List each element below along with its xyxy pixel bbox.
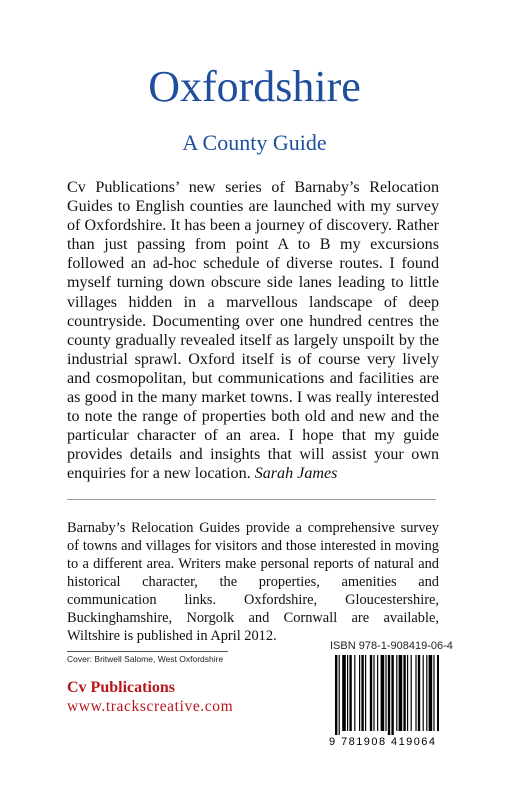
barcode-bar — [407, 655, 408, 731]
barcode-bar — [370, 655, 372, 731]
barcode-bar — [335, 655, 337, 735]
barcode-bar — [385, 655, 386, 731]
barcode-bar — [426, 655, 427, 731]
barcode-bar — [388, 655, 390, 735]
barcode-bar — [377, 655, 378, 731]
barcode-bar — [354, 655, 355, 731]
barcode-bar — [349, 655, 351, 731]
book-title: Oxfordshire — [148, 62, 361, 111]
divider — [67, 499, 436, 500]
caption-rule — [67, 651, 228, 652]
isbn-label: ISBN 978-1-908419-06-4 — [330, 640, 453, 652]
publisher-name: Cv Publications — [67, 679, 176, 696]
barcode-bar — [423, 655, 424, 731]
blurb-text: Cv Publications’ new series of Barnaby’s Relocation Guides to English counties are launched with my survey of Oxfordshire. It has been a journey of discovery. Rather than just passing from point A to B my excursions followed an ad-hoc schedule of diverse routes. I found myself turning down obscure side lanes leading to little villages hidden in a marvellous landscape of deep countryside. Documenting over one hundred centres the county gradually revealed itself as largely unspoilt by the industrial sprawl. Oxford itself is of course very lively and cosmopolitan, but communications and facilities are as good in the many market towns. I was really interested to note the range of properties both old and new and the particular character of an area. I hope that my guide provides details and insights that will assist your own enquiries for a new location. — [67, 179, 439, 483]
barcode-graphic — [327, 653, 439, 748]
barcode-bar — [361, 655, 363, 731]
barcode-bar — [373, 655, 374, 731]
barcode-bar — [339, 655, 340, 735]
blurb-paragraph — [67, 178, 439, 484]
barcode-bar — [433, 655, 434, 731]
barcode-bar — [418, 655, 420, 731]
barcode-bar — [415, 655, 416, 731]
barcode-bar — [399, 655, 403, 731]
barcode-bar — [403, 655, 405, 731]
barcode — [327, 653, 439, 748]
author-name: Sarah James — [254, 465, 338, 483]
barcode-bar — [342, 655, 346, 731]
barcode-bar — [381, 655, 385, 731]
publisher-website[interactable]: www.trackscreative.com — [67, 698, 234, 715]
barcode-bar — [359, 655, 360, 731]
barcode-bar — [396, 655, 397, 731]
barcode-bar — [429, 655, 433, 731]
barcode-bar — [391, 655, 393, 735]
barcode-bar — [347, 655, 348, 731]
cover-caption: Cover: Britwell Salome, West Oxfordshire — [67, 654, 224, 664]
series-description: Barnaby’s Relocation Guides provide a comprehensive survey of towns and villages for visitors and those interested in moving to a different area. Writers make personal reports of natural and historical character, the properties, amenities and communication links. Oxfordshire, Gloucestershire, Buckinghamshire, Norgolk and Cornwall are available, Wiltshire is published in April 2012. — [67, 520, 439, 644]
barcode-bar — [411, 655, 412, 731]
barcode-bar — [365, 655, 366, 731]
barcode-digits: 9 781908 419064 — [329, 736, 435, 748]
book-subtitle: A County Guide — [182, 130, 327, 155]
barcode-bar — [437, 655, 439, 731]
